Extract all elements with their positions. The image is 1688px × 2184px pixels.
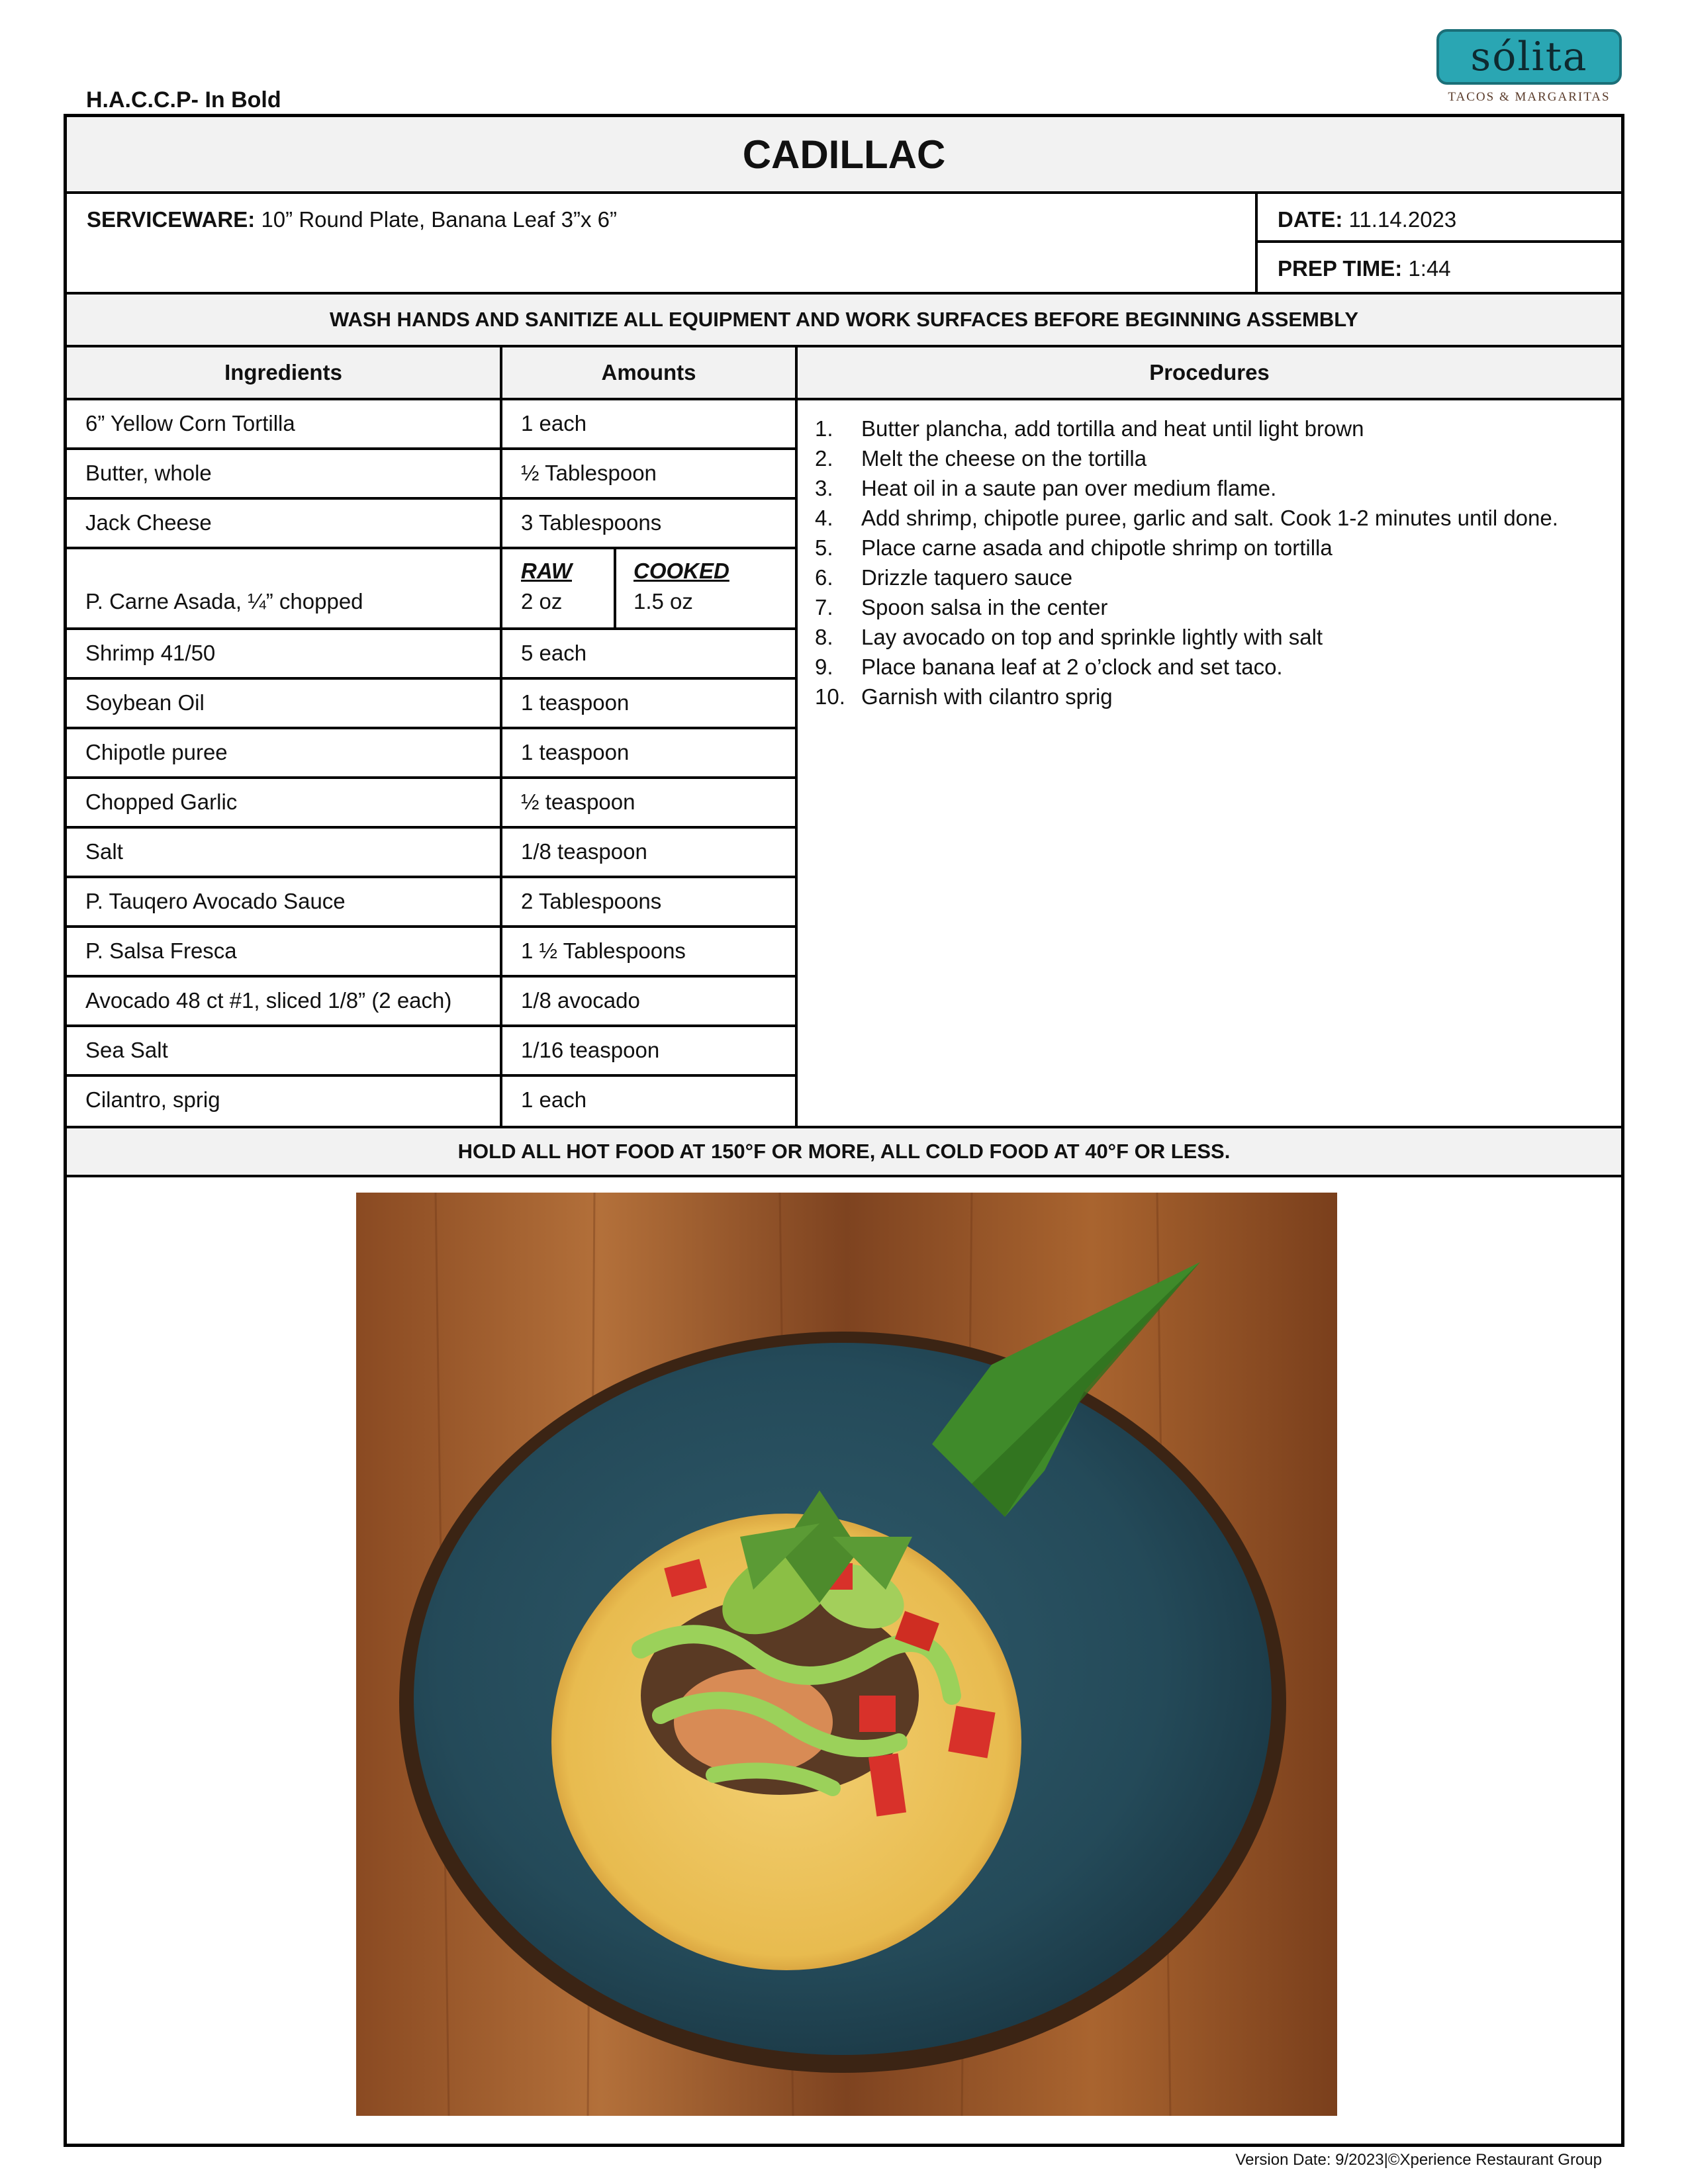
procedure-step [815, 592, 1609, 622]
ingredients-header: Ingredients [67, 347, 500, 400]
ingredient-row [67, 400, 795, 450]
title-row [67, 117, 1621, 191]
procedure-step [815, 563, 1609, 592]
ingredient-amount: 1 each [521, 411, 587, 435]
ingredient-row [67, 450, 795, 500]
wash-notice: WASH HANDS AND SANITIZE ALL EQUIPMENT AND WORK SURFACES BEFORE BEGINNING ASSEMBLY [67, 292, 1621, 345]
ingredient-name: Cilantro, sprig [85, 1087, 220, 1112]
step-number: 5. [815, 535, 833, 560]
dish-photo-illustration [356, 1193, 1337, 2116]
ingredient-row [67, 829, 795, 878]
date-label: DATE: [1278, 207, 1343, 232]
ingredient-row [67, 680, 795, 729]
ingredient-amount: 1 each [521, 1087, 587, 1112]
ingredient-name: Salt [85, 839, 123, 864]
ingredient-amount: 2 Tablespoons [521, 889, 662, 913]
ingredient-row [67, 1077, 795, 1128]
ingredient-name: Sea Salt [85, 1038, 168, 1062]
ingredient-name: Shrimp 41/50 [85, 641, 216, 665]
procedure-step [815, 682, 1609, 711]
step-number: 9. [815, 655, 833, 679]
step-text: Spoon salsa in the center [861, 595, 1108, 619]
step-text: Drizzle taquero sauce [861, 565, 1073, 590]
ingredient-amount: 3 Tablespoons [521, 510, 662, 535]
procedure-step [815, 443, 1609, 473]
ingredient-name: P. Salsa Fresca [85, 938, 237, 963]
ingredient-row [67, 500, 795, 549]
procedures-header: Procedures [798, 347, 1621, 400]
ingredient-name: Chopped Garlic [85, 790, 238, 814]
ingredient-amount: ½ Tablespoon [521, 461, 657, 485]
ingredient-amount: 1/8 teaspoon [521, 839, 647, 864]
ingredient-amount: 1/8 avocado [521, 988, 640, 1013]
step-text: Butter plancha, add tortilla and heat until light brown [861, 416, 1364, 441]
raw-label: RAW [521, 559, 572, 583]
ingredient-row [67, 549, 795, 630]
ingredient-procedure-table [67, 345, 1621, 1126]
ingredient-amount: ½ teaspoon [521, 790, 635, 814]
version-footer: Version Date: 9/2023|©Xperience Restaurant Group [1235, 2151, 1602, 2169]
ingredient-name: P. Tauqero Avocado Sauce [85, 889, 346, 913]
info-row [67, 191, 1621, 292]
step-number: 2. [815, 446, 833, 471]
ingredient-name: Avocado 48 ct #1, sliced 1/8” (2 each) [85, 988, 452, 1013]
dish-photo [356, 1193, 1337, 2116]
recipe-card [64, 114, 1624, 2147]
procedure-step [815, 622, 1609, 652]
serviceware-field [87, 207, 617, 232]
ingredient-row [67, 878, 795, 928]
logo-badge: sólita [1436, 29, 1622, 85]
ingredient-amount: 5 each [521, 641, 587, 665]
ingredient-amount: 1/16 teaspoon [521, 1038, 660, 1062]
ingredient-row [67, 779, 795, 829]
ingredient-name: P. Carne Asada, ¼” chopped [85, 589, 363, 614]
ingredient-amount: 1 teaspoon [521, 740, 630, 764]
ingredient-amount: 1 teaspoon [521, 690, 630, 715]
step-number: 1. [815, 416, 833, 441]
ingredient-name: Soybean Oil [85, 690, 205, 715]
ingredient-name: 6” Yellow Corn Tortilla [85, 411, 295, 435]
prep-time-field [1258, 243, 1621, 295]
step-number: 6. [815, 565, 833, 590]
ingredient-amount: 1 ½ Tablespoons [521, 938, 686, 963]
raw-amount: 2 oz [521, 589, 563, 614]
prep-time-label: PREP TIME: [1278, 256, 1403, 281]
ingredient-row [67, 1027, 795, 1077]
brand-logo [1436, 29, 1622, 107]
recipe-title: CADILLAC [742, 132, 946, 177]
procedure-step [815, 473, 1609, 503]
raw-cooked-divider [614, 549, 616, 627]
ingredient-row [67, 928, 795, 978]
step-number: 4. [815, 506, 833, 530]
ingredient-name: Jack Cheese [85, 510, 212, 535]
step-text: Heat oil in a saute pan over medium flame. [861, 476, 1277, 500]
serviceware-value: 10” Round Plate, Banana Leaf 3”x 6” [255, 207, 617, 232]
cooked-label: COOKED [633, 559, 729, 583]
cooked-amount: 1.5 oz [633, 589, 693, 614]
step-text: Place banana leaf at 2 o’clock and set taco. [861, 655, 1283, 679]
hold-notice: HOLD ALL HOT FOOD AT 150°F OR MORE, ALL COLD FOOD AT 40°F OR LESS. [67, 1126, 1621, 1177]
ingredient-row [67, 630, 795, 680]
procedure-step [815, 533, 1609, 563]
prep-time-value: 1:44 [1402, 256, 1451, 281]
amounts-header: Amounts [502, 347, 795, 400]
logo-tagline: TACOS & MARGARITAS [1448, 90, 1611, 104]
ingredient-name: Chipotle puree [85, 740, 228, 764]
serviceware-label: SERVICEWARE: [87, 207, 256, 232]
procedure-step [815, 414, 1609, 443]
step-number: 8. [815, 625, 833, 649]
procedure-step [815, 652, 1609, 682]
step-text: Melt the cheese on the tortilla [861, 446, 1147, 471]
step-number: 7. [815, 595, 833, 619]
ingredient-row [67, 978, 795, 1027]
date-value: 11.14.2023 [1342, 207, 1457, 232]
date-field [1258, 194, 1621, 243]
haccp-note: H.A.C.C.P- In Bold [86, 87, 281, 113]
ingredient-row [67, 729, 795, 779]
step-number: 3. [815, 476, 833, 500]
procedure-list [815, 414, 1609, 711]
step-text: Lay avocado on top and sprinkle lightly with salt [861, 625, 1323, 649]
step-text: Garnish with cilantro sprig [861, 684, 1113, 709]
step-text: Place carne asada and chipotle shrimp on tortilla [861, 535, 1333, 560]
procedure-step [815, 503, 1609, 533]
step-text: Add shrimp, chipotle puree, garlic and salt. Cook 1-2 minutes until done. [861, 506, 1558, 530]
step-number: 10. [815, 684, 845, 709]
column-divider [795, 347, 798, 1128]
ingredient-name: Butter, whole [85, 461, 212, 485]
